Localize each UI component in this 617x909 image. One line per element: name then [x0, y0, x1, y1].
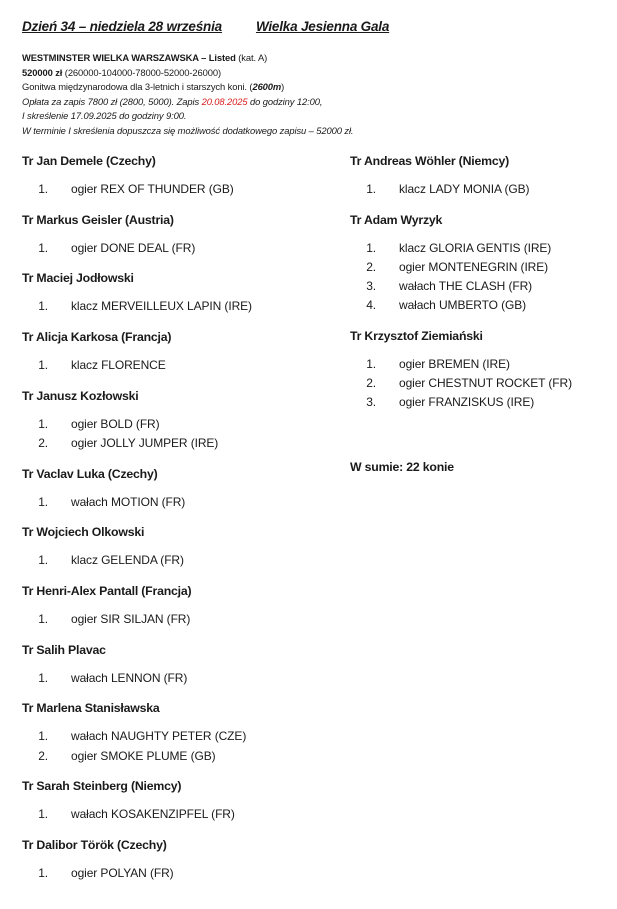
horse-list — [22, 297, 342, 316]
trainer-group — [22, 775, 342, 824]
horse-name: wałach MOTION (FR) — [71, 494, 186, 509]
prize-line — [22, 66, 602, 81]
total-count: W sumie: 22 konie — [350, 460, 454, 474]
horse-number: 1. — [38, 865, 48, 880]
horse-name: wałach NAUGHTY PETER (CZE) — [71, 729, 247, 744]
horse-name: ogier CHESTNUT ROCKET (FR) — [399, 376, 572, 391]
entry-date: 20.08.2025 — [201, 95, 248, 107]
fee-text: Opłata za zapis 7800 zł (2800, 5000). Zapis — [22, 95, 200, 107]
horse-entry — [22, 669, 342, 688]
trainer-name: Tr Adam Wyrzyk — [350, 212, 443, 227]
horse-entry — [22, 493, 342, 512]
horse-name: ogier SIR SILJAN (FR) — [71, 612, 191, 626]
horse-list — [22, 356, 342, 375]
horse-list — [22, 551, 342, 570]
horse-name: wałach KOSAKENZIPFEL (FR) — [71, 807, 235, 822]
trainer-name: Tr Marlena Stanisławska — [22, 701, 160, 716]
trainer-group — [22, 639, 342, 688]
trainer-name: Tr Markus Geisler (Austria) — [22, 212, 174, 227]
horse-entry — [22, 356, 342, 375]
horse-entry — [22, 180, 342, 199]
horse-entry — [350, 296, 610, 315]
horse-entry — [22, 864, 342, 883]
horse-number: 3. — [366, 279, 376, 294]
fee-line — [22, 95, 602, 110]
horse-entry — [350, 239, 610, 258]
horse-name: wałach LENNON (FR) — [71, 670, 188, 685]
horse-number: 3. — [366, 395, 376, 410]
scratch-line: I skreślenie 17.09.2025 do godziny 9:00. — [22, 110, 187, 122]
horse-name: klacz GELENDA (FR) — [71, 553, 184, 568]
horse-name: klacz FLORENCE — [71, 358, 166, 373]
horse-number: 1. — [38, 670, 48, 685]
trainer-group — [350, 325, 610, 413]
horse-number: 1. — [366, 240, 376, 255]
trainer-name: Tr Dalibor Török (Czechy) — [22, 837, 167, 852]
horse-entry — [22, 297, 342, 316]
trainer-group — [22, 267, 342, 316]
horse-entry — [350, 277, 610, 296]
trainer-name: Tr Salih Plavac — [22, 642, 106, 657]
horse-list — [22, 727, 342, 765]
prize-total: 520000 zł — [22, 66, 63, 78]
horse-name: wałach THE CLASH (FR) — [399, 279, 533, 294]
trainer-group — [350, 150, 610, 199]
trainer-group — [22, 521, 342, 570]
trainer-group — [22, 385, 342, 453]
horse-entry — [22, 415, 342, 434]
horse-name: ogier FRANZISKUS (IRE) — [399, 395, 535, 410]
horse-number: 2. — [366, 376, 376, 391]
trainer-name: Tr Janusz Kozłowski — [22, 388, 139, 403]
horse-name: ogier DONE DEAL (FR) — [71, 240, 196, 255]
horse-list — [350, 180, 610, 199]
trainer-name: Tr Wojciech Olkowski — [22, 525, 145, 540]
horse-list — [22, 493, 342, 512]
horse-list — [22, 239, 342, 258]
horse-entry — [22, 434, 342, 453]
horse-number: 1. — [38, 299, 48, 314]
left-trainer-column — [22, 150, 342, 893]
horse-name: ogier REX OF THUNDER (GB) — [71, 182, 234, 196]
horse-list — [22, 415, 342, 453]
trainer-group — [22, 150, 342, 199]
horse-name: klacz GLORIA GENTIS (IRE) — [399, 240, 552, 255]
conditions-prefix: Gonitwa międzynarodowa dla 3-letnich i starszych koni. ( — [22, 81, 253, 93]
trainer-name: Tr Sarah Steinberg (Niemcy) — [22, 779, 182, 794]
horse-entry — [22, 747, 342, 766]
horse-number: 2. — [38, 748, 48, 763]
horse-list — [22, 864, 342, 883]
horse-number: 1. — [38, 494, 48, 509]
trainer-group — [22, 697, 342, 765]
horse-name: ogier POLYAN (FR) — [71, 865, 174, 880]
trainer-group — [22, 463, 342, 512]
horse-name: ogier MONTENEGRIN (IRE) — [399, 259, 549, 274]
horse-list — [22, 669, 342, 688]
horse-name: wałach UMBERTO (GB) — [399, 298, 527, 313]
day-heading — [22, 19, 389, 34]
trainer-name: Tr Henri-Alex Pantall (Francja) — [22, 584, 192, 598]
trainer-name: Tr Jan Demele (Czechy) — [22, 154, 156, 168]
horse-number: 1. — [38, 612, 48, 626]
horse-number: 4. — [366, 298, 376, 313]
horse-entry — [22, 805, 342, 824]
trainer-group — [22, 326, 342, 375]
race-category: (kat. A) — [238, 52, 268, 63]
horse-entry — [350, 393, 610, 412]
horse-entry — [22, 239, 342, 258]
horse-entry — [350, 374, 610, 393]
trainer-name: Tr Maciej Jodłowski — [22, 271, 134, 286]
horse-entry — [22, 551, 342, 570]
prize-split: (260000-104000-78000-52000-26000) — [64, 66, 222, 78]
horse-list — [350, 355, 610, 413]
race-conditions — [22, 51, 602, 139]
horse-number: 1. — [38, 416, 48, 431]
horse-entry — [350, 258, 610, 277]
trainer-name: Tr Krzysztof Ziemiański — [350, 328, 483, 343]
horse-name: ogier BOLD (FR) — [71, 416, 160, 431]
horse-number: 1. — [38, 240, 48, 255]
fee-text-after: do godziny 12:00, — [250, 95, 323, 107]
horse-name: klacz MERVEILLEUX LAPIN (IRE) — [71, 299, 252, 314]
day-title: Dzień 34 – niedziela 28 września — [22, 19, 222, 34]
horse-name: ogier SMOKE PLUME (GB) — [71, 748, 216, 763]
trainer-group — [22, 209, 342, 258]
conditions-suffix: ) — [281, 81, 285, 93]
conditions-line — [22, 80, 602, 95]
horse-list — [22, 180, 342, 199]
horse-list — [22, 610, 342, 629]
horse-number: 1. — [366, 182, 376, 196]
trainer-group — [350, 209, 610, 316]
horse-list — [350, 239, 610, 316]
horse-entry — [350, 355, 610, 374]
trainer-name: Tr Vaclav Luka (Czechy) — [22, 466, 158, 481]
race-name: WESTMINSTER WIELKA WARSZAWSKA – Listed — [22, 52, 236, 63]
trainer-name: Tr Andreas Wöhler (Niemcy) — [350, 154, 510, 168]
horse-number: 2. — [366, 259, 376, 274]
horse-entry — [350, 180, 610, 199]
right-trainer-column — [350, 150, 610, 422]
trainer-group — [22, 834, 342, 883]
horse-entry — [22, 727, 342, 746]
race-distance: 2600m — [252, 81, 282, 93]
horse-number: 1. — [38, 182, 48, 196]
horse-number: 2. — [38, 435, 48, 450]
supplementary-line: W terminie I skreślenia dopuszcza się możliwość dodatkowego zapisu – 52000 zł. — [22, 124, 354, 136]
horse-number: 1. — [38, 729, 48, 744]
gala-title: Wielka Jesienna Gala — [255, 19, 390, 34]
horse-number: 1. — [38, 807, 48, 822]
horse-list — [22, 805, 342, 824]
horse-name: ogier BREMEN (IRE) — [399, 356, 510, 371]
race-name-line — [22, 51, 602, 66]
trainer-name: Tr Alicja Karkosa (Francja) — [22, 330, 172, 345]
horse-name: klacz LADY MONIA (GB) — [399, 182, 530, 196]
horse-number: 1. — [38, 358, 48, 373]
horse-number: 1. — [38, 553, 48, 568]
horse-name: ogier JOLLY JUMPER (IRE) — [71, 435, 219, 450]
horse-entry — [22, 610, 342, 629]
horse-number: 1. — [366, 356, 376, 371]
trainer-group — [22, 580, 342, 629]
